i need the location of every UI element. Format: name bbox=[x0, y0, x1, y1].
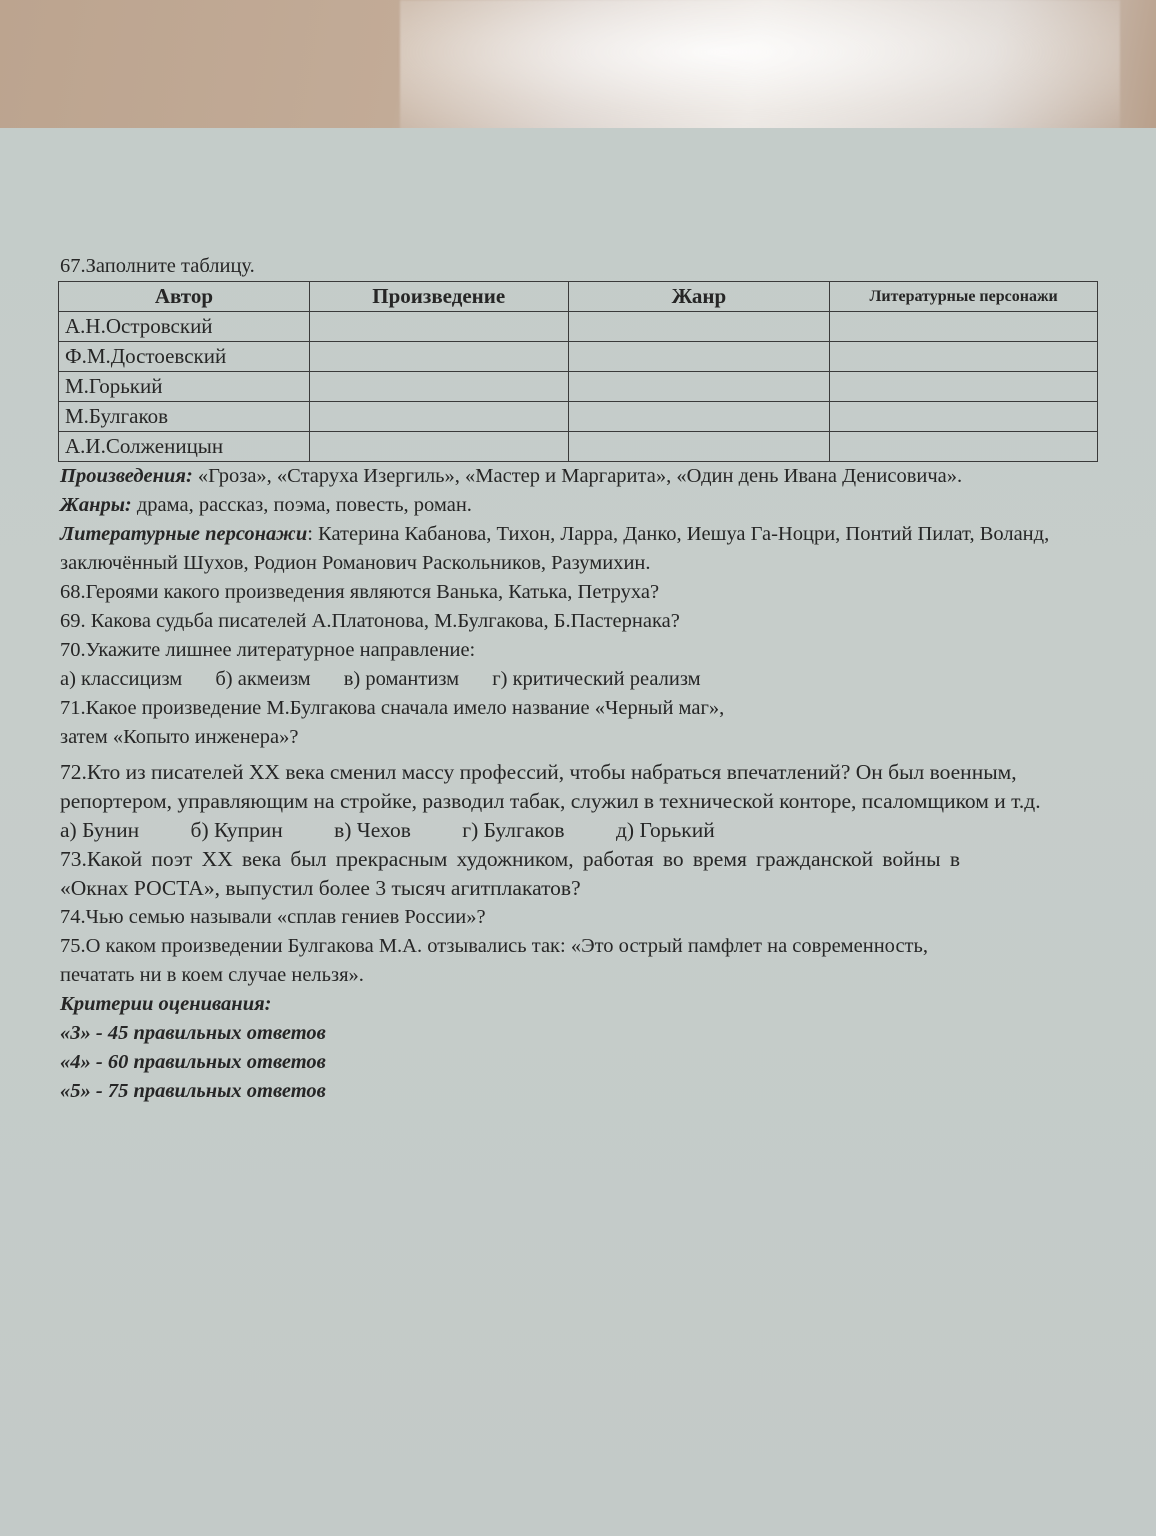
option-v: в) романтизм bbox=[343, 668, 460, 690]
plastic-bag bbox=[400, 0, 1120, 130]
task-70-options bbox=[60, 665, 1110, 694]
task-71: 71.Какое произведение М.Булгакова сначала имело название «Черный маг», затем «Копыто инженера»? bbox=[60, 697, 725, 748]
cell-work[interactable] bbox=[309, 312, 568, 342]
cell-characters[interactable] bbox=[830, 372, 1098, 402]
criteria-item: «4» - 60 правильных ответов bbox=[60, 1051, 326, 1073]
criteria-item: «3» - 45 правильных ответов bbox=[60, 1022, 326, 1044]
characters-list bbox=[60, 520, 1110, 578]
grading-criteria bbox=[60, 990, 1110, 1106]
cell-author: Ф.М.Достоевский bbox=[59, 342, 310, 372]
cell-author: М.Горький bbox=[59, 372, 310, 402]
option-b: б) акмеизм bbox=[215, 668, 311, 690]
task-69: 69. Какова судьба писателей А.Платонова, М.Булгакова, Б.Пастернака? bbox=[60, 610, 680, 632]
works-list bbox=[60, 462, 1110, 491]
works-text: «Гроза», «Старуха Изергиль», «Мастер и Маргарита», «Один день Ивана Денисовича». bbox=[192, 465, 963, 487]
task-68: 68.Героями какого произведения являются Ванька, Катька, Петруха? bbox=[60, 581, 660, 603]
genres-list bbox=[60, 491, 1110, 520]
cell-characters[interactable] bbox=[830, 432, 1098, 462]
worksheet-content bbox=[60, 252, 1110, 1106]
cell-characters[interactable] bbox=[830, 342, 1098, 372]
task-74: 74.Чью семью называли «сплав гениев России»? bbox=[60, 906, 486, 928]
header-genre: Жанр bbox=[568, 282, 830, 312]
header-work: Произведение bbox=[309, 282, 568, 312]
cell-genre[interactable] bbox=[568, 342, 830, 372]
cell-characters[interactable] bbox=[830, 402, 1098, 432]
cell-characters[interactable] bbox=[830, 312, 1098, 342]
option-a: а) Бунин bbox=[60, 818, 140, 842]
cell-genre[interactable] bbox=[568, 372, 830, 402]
header-characters: Литературные персонажи bbox=[830, 282, 1098, 312]
table-row bbox=[59, 342, 1098, 372]
cell-genre[interactable] bbox=[568, 402, 830, 432]
option-b: б) Куприн bbox=[190, 818, 283, 842]
table-row bbox=[59, 432, 1098, 462]
cell-work[interactable] bbox=[309, 372, 568, 402]
option-g: г) критический реализм bbox=[492, 668, 701, 690]
cell-genre[interactable] bbox=[568, 432, 830, 462]
task-73: 73.Какой поэт XX века был прекрасным художником, работая во время гражданской войны в «Окнах РОСТА», выпустил более 3 тысяч агитплакатов? bbox=[60, 847, 960, 900]
cell-author: М.Булгаков bbox=[59, 402, 310, 432]
task-70-question: 70.Укажите лишнее литературное направление: bbox=[60, 639, 476, 661]
characters-label: Литературные персонажи bbox=[60, 523, 308, 545]
worksheet-page bbox=[0, 128, 1156, 1536]
table-row bbox=[59, 372, 1098, 402]
characters-text: : Катерина Кабанова, Тихон, Ларра, Данко, Иешуа Га-Ноцри, Понтий Пилат, Воланд, заключённый Шухов, Родион Романович Раскольников, Разумихин. bbox=[60, 523, 1050, 574]
cell-work[interactable] bbox=[309, 342, 568, 372]
cell-work[interactable] bbox=[309, 432, 568, 462]
criteria-title: Критерии оценивания: bbox=[60, 993, 272, 1015]
task-72-question: 72.Кто из писателей XX века сменил массу профессий, чтобы набраться впечатлений? Он был военным, репортером, управляющим на стройке, разводил табак, служил в технической конторе, псаломщиком и т.д. bbox=[60, 760, 1041, 813]
table-row bbox=[59, 312, 1098, 342]
table-row bbox=[59, 402, 1098, 432]
cell-work[interactable] bbox=[309, 402, 568, 432]
works-label: Произведения: bbox=[60, 465, 193, 487]
header-author: Автор bbox=[59, 282, 310, 312]
table-header-row bbox=[59, 282, 1098, 312]
task-75: 75.О каком произведении Булгакова М.А. отзывались так: «Это острый памфлет на современность, печатать ни в коем случае нельзя». bbox=[60, 935, 928, 986]
criteria-item: «5» - 75 правильных ответов bbox=[60, 1080, 326, 1102]
genres-label: Жанры: bbox=[60, 494, 132, 516]
option-a: а) классицизм bbox=[60, 668, 183, 690]
option-g: г) Булгаков bbox=[462, 818, 565, 842]
option-v: в) Чехов bbox=[334, 818, 411, 842]
task-72-options bbox=[60, 816, 1110, 845]
fill-in-table bbox=[58, 281, 1098, 462]
cell-author: А.И.Солженицын bbox=[59, 432, 310, 462]
cell-genre[interactable] bbox=[568, 312, 830, 342]
option-d: д) Горький bbox=[615, 818, 715, 842]
task-67-title: 67.Заполните таблицу. bbox=[60, 255, 255, 277]
genres-text: драма, рассказ, поэма, повесть, роман. bbox=[131, 494, 472, 516]
cell-author: А.Н.Островский bbox=[59, 312, 310, 342]
